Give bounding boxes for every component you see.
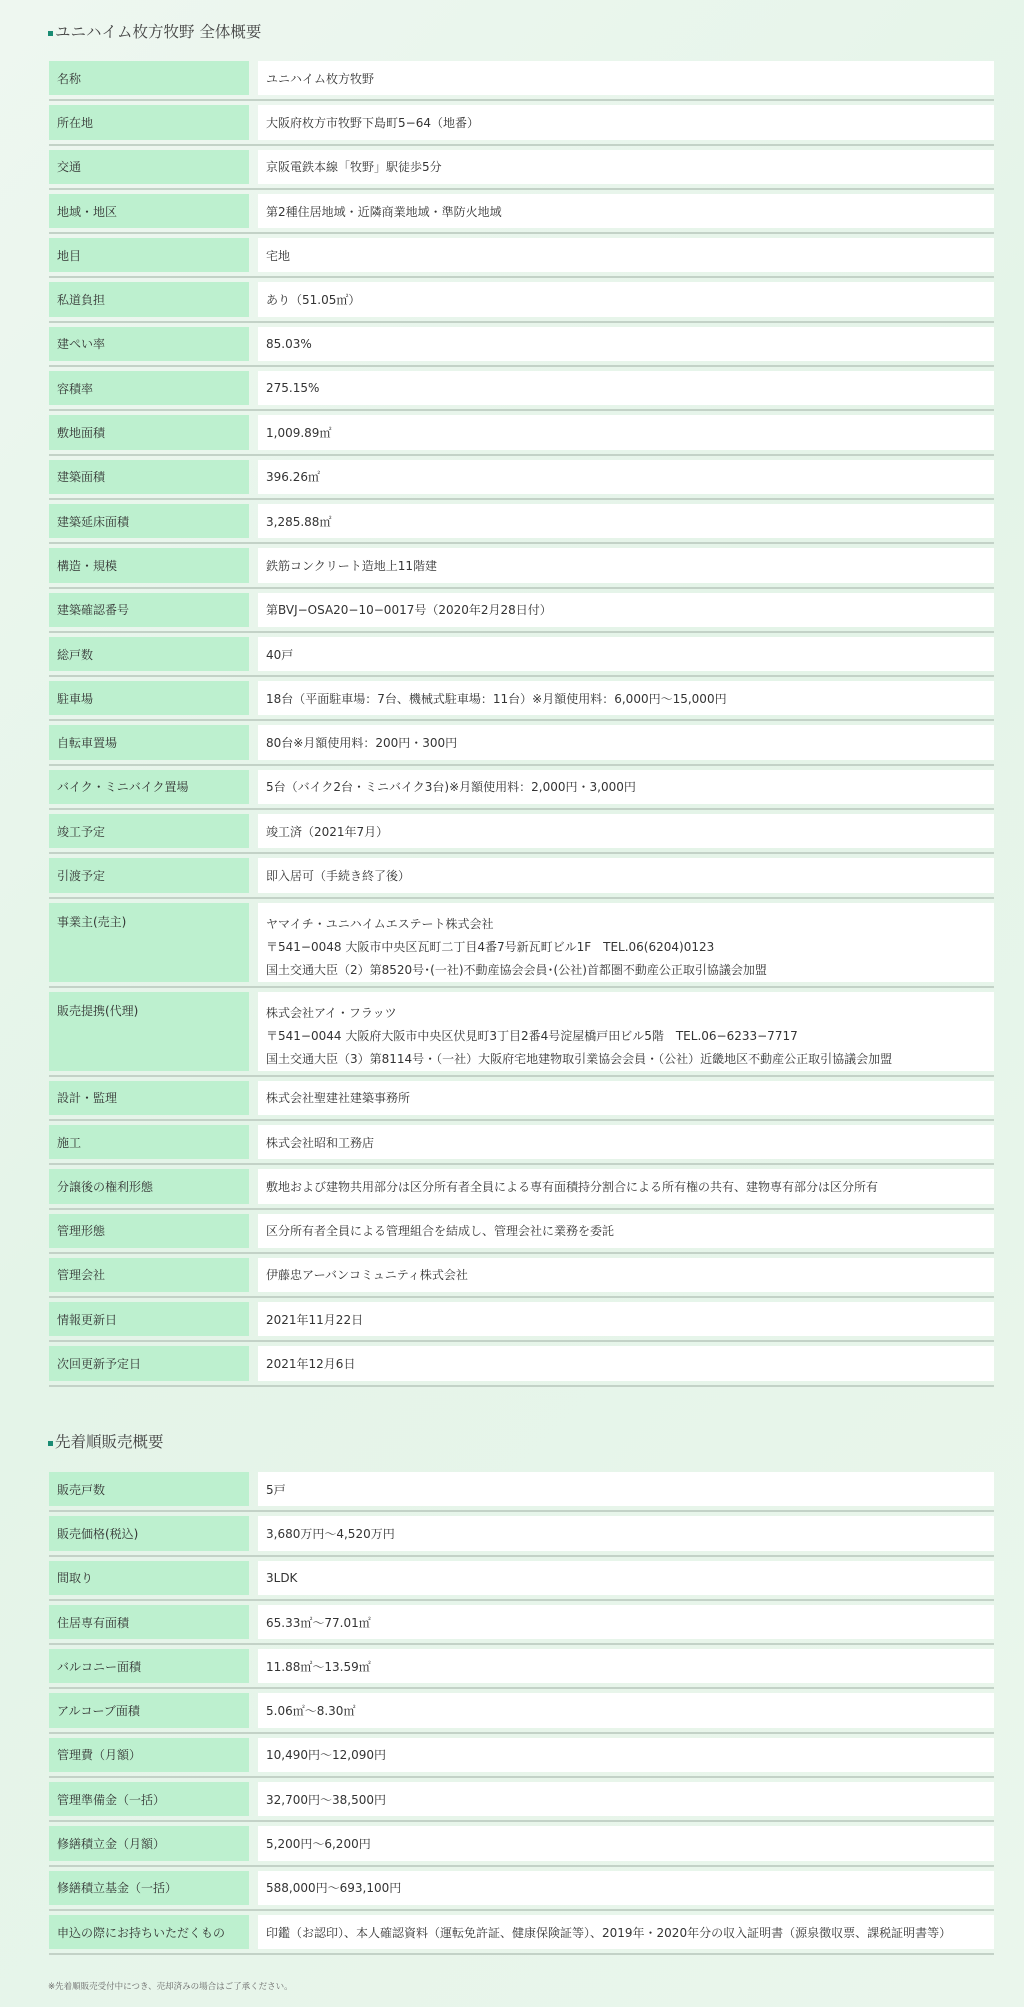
spec-value-line: 印鑑（お認印）、本人確認資料（運転免許証、健康保険証等）、2019年・2020年分の収入証明書（源泉徴収票、課税証明書等） bbox=[266, 1925, 952, 1940]
spec-value-line: 国土交通大臣（2）第8520号･(一社)不動産協会会員･(公社)首都圏不動産公正取引協議会加盟 bbox=[266, 962, 767, 977]
spec-row bbox=[49, 1822, 994, 1866]
spec-value-line: 275.15% bbox=[266, 381, 320, 396]
spec-gap bbox=[249, 460, 258, 494]
sales-title-text: 先着順販売概要 bbox=[55, 1433, 164, 1451]
spec-label: 地目 bbox=[49, 238, 249, 272]
spec-value bbox=[258, 504, 994, 538]
spec-value bbox=[258, 327, 994, 361]
spec-value bbox=[258, 1214, 994, 1248]
spec-value-line: 大阪府枚方市牧野下島町5−64（地番） bbox=[266, 115, 479, 130]
spec-gap bbox=[249, 1472, 258, 1506]
spec-label: 間取り bbox=[49, 1561, 249, 1595]
overview-title-text: ユニハイム枚方牧野 全体概要 bbox=[55, 23, 262, 41]
spec-row bbox=[49, 899, 994, 988]
spec-gap bbox=[249, 371, 258, 405]
spec-value-line: 株式会社昭和工務店 bbox=[266, 1135, 375, 1150]
spec-row bbox=[49, 810, 994, 854]
spec-value bbox=[258, 1693, 994, 1727]
spec-gap bbox=[249, 1915, 258, 1949]
spec-value-line: 80台※月額使用料：200円・300円 bbox=[266, 736, 458, 751]
spec-gap bbox=[249, 150, 258, 184]
spec-gap bbox=[249, 327, 258, 361]
spec-row bbox=[49, 57, 994, 101]
spec-label: 分譲後の権利形態 bbox=[49, 1169, 249, 1203]
spec-value-line: 18台（平面駐車場：7台、機械式駐車場：11台）※月額使用料：6,000円〜15,000円 bbox=[266, 691, 727, 706]
spec-label: 交通 bbox=[49, 150, 249, 184]
spec-row bbox=[49, 589, 994, 633]
spec-value-line: 〒541−0048 大阪市中央区瓦町二丁目4番7号新瓦町ビル1F TEL.06(6204)0123 bbox=[266, 939, 715, 954]
spec-value-line: 第BVJ−OSA20−10−0017号（2020年2月28日付） bbox=[266, 603, 552, 618]
spec-value bbox=[258, 1516, 994, 1550]
spec-row bbox=[49, 677, 994, 721]
footnote: ※先着順販売受付中につき、売却済みの場合はご了承ください。 bbox=[48, 1982, 293, 1992]
spec-label: 敷地面積 bbox=[49, 415, 249, 449]
spec-label: 住居専有面積 bbox=[49, 1605, 249, 1639]
spec-row bbox=[49, 278, 994, 322]
spec-label: 駐車場 bbox=[49, 681, 249, 715]
spec-label: 容積率 bbox=[49, 371, 249, 405]
spec-value bbox=[258, 593, 994, 627]
spec-value-line: 3LDK bbox=[266, 1570, 298, 1585]
spec-value bbox=[258, 681, 994, 715]
spec-value-line: 2021年12月6日 bbox=[266, 1357, 356, 1372]
spec-value-line: 396.26㎡ bbox=[266, 470, 320, 485]
spec-row bbox=[49, 190, 994, 234]
spec-gap bbox=[249, 1782, 258, 1816]
spec-value bbox=[258, 1738, 994, 1772]
spec-value bbox=[258, 150, 994, 184]
spec-label: 構造・規模 bbox=[49, 548, 249, 582]
spec-gap bbox=[249, 903, 258, 982]
spec-label: 次回更新予定日 bbox=[49, 1346, 249, 1380]
spec-gap bbox=[249, 1081, 258, 1115]
spec-value-line: 5,200円〜6,200円 bbox=[266, 1837, 371, 1852]
spec-label: 建築確認番号 bbox=[49, 593, 249, 627]
spec-label: 管理準備金（一括） bbox=[49, 1782, 249, 1816]
spec-row bbox=[49, 988, 994, 1077]
spec-value-line: 588,000円〜693,100円 bbox=[266, 1881, 402, 1896]
spec-label: 名称 bbox=[49, 61, 249, 95]
spec-value bbox=[258, 1649, 994, 1683]
spec-gap bbox=[249, 770, 258, 804]
spec-row bbox=[49, 1645, 994, 1689]
spec-gap bbox=[249, 1169, 258, 1203]
spec-value bbox=[258, 1871, 994, 1905]
spec-label: 所在地 bbox=[49, 105, 249, 139]
spec-row bbox=[49, 500, 994, 544]
spec-value-line: 伊藤忠アーバンコミュニティ株式会社 bbox=[266, 1268, 468, 1283]
spec-value-line: 株式会社アイ・フラッツ bbox=[266, 1005, 397, 1020]
spec-gap bbox=[249, 1693, 258, 1727]
spec-label: 総戸数 bbox=[49, 637, 249, 671]
spec-value-line: 竣工済（2021年7月） bbox=[266, 824, 389, 839]
spec-value bbox=[258, 194, 994, 228]
spec-label: 販売提携(代理) bbox=[49, 992, 249, 1071]
spec-value bbox=[258, 992, 994, 1071]
bullet-square-icon bbox=[48, 1441, 53, 1446]
spec-row bbox=[49, 721, 994, 765]
spec-label: 建ぺい率 bbox=[49, 327, 249, 361]
spec-value bbox=[258, 415, 994, 449]
spec-value-line: 3,285.88㎡ bbox=[266, 514, 332, 529]
spec-label: 情報更新日 bbox=[49, 1302, 249, 1336]
spec-gap bbox=[249, 1516, 258, 1550]
spec-row bbox=[49, 1778, 994, 1822]
spec-value bbox=[258, 903, 994, 982]
spec-row bbox=[49, 1911, 994, 1955]
spec-label: 申込の際にお持ちいただくもの bbox=[49, 1915, 249, 1949]
spec-row bbox=[49, 234, 994, 278]
spec-value-line: 5戸 bbox=[266, 1482, 286, 1497]
spec-gap bbox=[249, 194, 258, 228]
spec-value bbox=[258, 238, 994, 272]
spec-gap bbox=[249, 814, 258, 848]
spec-row bbox=[49, 101, 994, 145]
spec-value-line: 5台（バイク2台・ミニバイク3台)※月額使用料：2,000円・3,000円 bbox=[266, 780, 636, 795]
bullet-square-icon bbox=[48, 31, 53, 36]
spec-gap bbox=[249, 415, 258, 449]
spec-row bbox=[49, 411, 994, 455]
spec-label: 管理会社 bbox=[49, 1258, 249, 1292]
spec-row bbox=[49, 1254, 994, 1298]
spec-row bbox=[49, 1165, 994, 1209]
spec-row bbox=[49, 544, 994, 588]
spec-value bbox=[258, 1081, 994, 1115]
spec-label: バイク・ミニバイク置場 bbox=[49, 770, 249, 804]
spec-value-line: 65.33㎡〜77.01㎡ bbox=[266, 1615, 371, 1630]
spec-row bbox=[49, 1342, 994, 1386]
sales-section-title bbox=[48, 1430, 164, 1452]
spec-label: バルコニー面積 bbox=[49, 1649, 249, 1683]
spec-gap bbox=[249, 1346, 258, 1380]
spec-row bbox=[49, 1077, 994, 1121]
overview-spec-table bbox=[49, 57, 994, 1387]
spec-label: 管理費（月額） bbox=[49, 1738, 249, 1772]
spec-gap bbox=[249, 548, 258, 582]
spec-value bbox=[258, 1302, 994, 1336]
spec-value bbox=[258, 770, 994, 804]
spec-gap bbox=[249, 1258, 258, 1292]
spec-gap bbox=[249, 1214, 258, 1248]
spec-label: 販売価格(税込) bbox=[49, 1516, 249, 1550]
spec-value-line: 国土交通大臣（3）第8114号・（一社）大阪府宅地建物取引業協会会員・（公社）近畿地区不動産公正取引協議会加盟 bbox=[266, 1051, 893, 1066]
spec-value-line: 40戸 bbox=[266, 647, 294, 662]
spec-value-line: ヤマイチ・ユニハイムエステート株式会社 bbox=[266, 916, 494, 931]
spec-label: 施工 bbox=[49, 1125, 249, 1159]
spec-value bbox=[258, 1169, 994, 1203]
spec-value-line: 32,700円〜38,500円 bbox=[266, 1792, 386, 1807]
spec-row bbox=[49, 456, 994, 500]
spec-value bbox=[258, 460, 994, 494]
spec-row bbox=[49, 1557, 994, 1601]
spec-value-line: 3,680万円〜4,520万円 bbox=[266, 1526, 395, 1541]
spec-value bbox=[258, 371, 994, 405]
spec-gap bbox=[249, 282, 258, 316]
spec-label: アルコーブ面積 bbox=[49, 1693, 249, 1727]
spec-value bbox=[258, 1258, 994, 1292]
spec-label: 設計・監理 bbox=[49, 1081, 249, 1115]
spec-row bbox=[49, 1867, 994, 1911]
spec-value-line: 株式会社聖建社建築事務所 bbox=[266, 1091, 411, 1106]
spec-label: 建築延床面積 bbox=[49, 504, 249, 538]
spec-value-line: 京阪電鉄本線「牧野」駅徒歩5分 bbox=[266, 160, 442, 175]
spec-value bbox=[258, 1561, 994, 1595]
spec-gap bbox=[249, 725, 258, 759]
spec-row bbox=[49, 1298, 994, 1342]
spec-value-line: 1,009.89㎡ bbox=[266, 426, 332, 441]
spec-gap bbox=[249, 238, 258, 272]
spec-gap bbox=[249, 992, 258, 1071]
spec-gap bbox=[249, 858, 258, 892]
spec-gap bbox=[249, 1871, 258, 1905]
spec-value-line: 即入居可（手続き終了後） bbox=[266, 868, 411, 883]
spec-label: 自転車置場 bbox=[49, 725, 249, 759]
spec-gap bbox=[249, 1649, 258, 1683]
spec-value-line: 85.03% bbox=[266, 336, 312, 351]
spec-value-line: 10,490円〜12,090円 bbox=[266, 1748, 386, 1763]
spec-value bbox=[258, 858, 994, 892]
spec-value bbox=[258, 725, 994, 759]
spec-row bbox=[49, 1734, 994, 1778]
spec-gap bbox=[249, 593, 258, 627]
spec-label: 管理形態 bbox=[49, 1214, 249, 1248]
spec-label: 建築面積 bbox=[49, 460, 249, 494]
spec-gap bbox=[249, 1738, 258, 1772]
spec-value bbox=[258, 1826, 994, 1860]
spec-label: 販売戸数 bbox=[49, 1472, 249, 1506]
spec-row bbox=[49, 146, 994, 190]
spec-row bbox=[49, 766, 994, 810]
spec-value-line: 2021年11月22日 bbox=[266, 1312, 364, 1327]
spec-value bbox=[258, 1346, 994, 1380]
spec-gap bbox=[249, 1605, 258, 1639]
spec-value-line: 5.06㎡〜8.30㎡ bbox=[266, 1704, 356, 1719]
spec-value bbox=[258, 105, 994, 139]
spec-row bbox=[49, 1468, 994, 1512]
spec-gap bbox=[249, 1302, 258, 1336]
spec-label: 引渡予定 bbox=[49, 858, 249, 892]
spec-gap bbox=[249, 637, 258, 671]
spec-row bbox=[49, 367, 994, 411]
spec-label: 修繕積立基金（一括） bbox=[49, 1871, 249, 1905]
spec-value-line: 宅地 bbox=[266, 248, 291, 263]
spec-gap bbox=[249, 681, 258, 715]
spec-value bbox=[258, 548, 994, 582]
spec-row bbox=[49, 1601, 994, 1645]
spec-gap bbox=[249, 504, 258, 538]
spec-value bbox=[258, 1472, 994, 1506]
spec-value bbox=[258, 1782, 994, 1816]
spec-value-line: 11.88㎡〜13.59㎡ bbox=[266, 1659, 371, 1674]
spec-gap bbox=[249, 105, 258, 139]
spec-row bbox=[49, 1210, 994, 1254]
sales-spec-table bbox=[49, 1468, 994, 1955]
spec-value-line: あり（51.05㎡） bbox=[266, 293, 361, 308]
spec-label: 地域・地区 bbox=[49, 194, 249, 228]
spec-value bbox=[258, 61, 994, 95]
overview-section-title bbox=[48, 20, 261, 42]
spec-gap bbox=[249, 1561, 258, 1595]
spec-label: 事業主(売主) bbox=[49, 903, 249, 982]
spec-label: 私道負担 bbox=[49, 282, 249, 316]
spec-row bbox=[49, 1121, 994, 1165]
spec-value-line: ユニハイム枚方牧野 bbox=[266, 71, 375, 86]
spec-row bbox=[49, 1512, 994, 1556]
spec-value-line: 〒541−0044 大阪府大阪市中央区伏見町3丁目2番4号淀屋橋戸田ビル5階 TEL.06−6233−7717 bbox=[266, 1028, 798, 1043]
spec-gap bbox=[249, 1826, 258, 1860]
spec-value bbox=[258, 1605, 994, 1639]
spec-value-line: 区分所有者全員による管理組合を結成し、管理会社に業務を委託 bbox=[266, 1224, 615, 1239]
spec-label: 修繕積立金（月額） bbox=[49, 1826, 249, 1860]
spec-value-line: 鉄筋コンクリート造地上11階建 bbox=[266, 558, 438, 573]
spec-value bbox=[258, 282, 994, 316]
spec-value bbox=[258, 637, 994, 671]
spec-row bbox=[49, 1689, 994, 1733]
spec-value bbox=[258, 1915, 994, 1949]
spec-value-line: 敷地および建物共用部分は区分所有者全員による専有面積持分割合による所有権の共有、建物専有部分は区分所有 bbox=[266, 1179, 879, 1194]
spec-label: 竣工予定 bbox=[49, 814, 249, 848]
spec-row bbox=[49, 633, 994, 677]
spec-gap bbox=[249, 1125, 258, 1159]
spec-value bbox=[258, 814, 994, 848]
spec-value-line: 第2種住居地域・近隣商業地域・準防火地域 bbox=[266, 204, 502, 219]
spec-value bbox=[258, 1125, 994, 1159]
spec-row bbox=[49, 854, 994, 898]
spec-row bbox=[49, 323, 994, 367]
spec-gap bbox=[249, 61, 258, 95]
